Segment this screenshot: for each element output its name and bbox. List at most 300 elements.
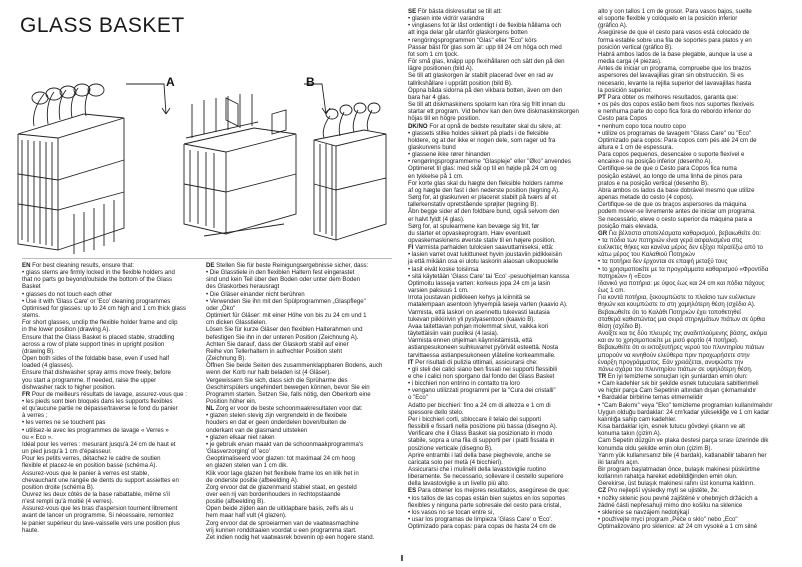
line-text: Open both sides of the foldable base, even if used half — [22, 355, 170, 363]
line-text: • utilize os programas de lavagem "Glass Care" ou "Eco" — [598, 129, 752, 137]
basket-middle-drawing — [184, 94, 296, 236]
line-text: Zorg ervoor dat de glazenmand stabiel staat, en gesteld — [206, 483, 357, 491]
column-2 — [206, 262, 392, 541]
text-line — [206, 362, 392, 369]
text-line — [22, 319, 202, 326]
line-text: Öffnen Sie beide Seiten des zusammenklappbaren Bodens, auch — [206, 362, 383, 370]
line-text: Aprire entrambi i lati della base pieghevole, anche se — [408, 451, 551, 459]
text-line — [598, 380, 792, 387]
language-code: FR — [22, 390, 31, 398]
line-text: positie (afbeelding B). — [206, 498, 265, 506]
text-line — [408, 473, 594, 480]
line-text: Ouvrez les deux côtés de la base rabattable, même s'il — [22, 491, 170, 498]
text-line — [408, 80, 594, 87]
text-line — [206, 391, 392, 398]
line-text: Per i bicchieri corti, sbloccare il telaio dei supporti — [408, 415, 542, 423]
text-line — [22, 291, 202, 298]
line-text: Öppna båda sidorna på den vikbara botten, även om den — [408, 86, 563, 94]
line-text: Adatto per bicchieri: fino a 24 cm di altezza e 1 cm di — [408, 401, 551, 409]
text-line — [206, 484, 392, 491]
line-text: Per risultati di pulizia ottimali, assicurarsi che: — [415, 358, 538, 366]
language-code: GR — [598, 229, 608, 237]
text-line — [408, 280, 594, 287]
line-text: For best cleaning results, ensure that: — [32, 262, 135, 269]
text-line — [408, 237, 594, 244]
line-text: För små glas, knäpp upp flexihållaren och sätt den på den — [408, 58, 565, 66]
language-code: SE — [408, 8, 417, 15]
text-line — [22, 348, 202, 355]
text-line — [598, 51, 792, 58]
line-text: • los tallos de las copas están bien sujetos en los soportes — [408, 494, 566, 502]
text-line — [408, 58, 594, 65]
line-text: du starter et opvaskeprogram. Hæv eventuelt — [408, 229, 531, 237]
line-text: Zorg ervoor dat de sproeiarmen van de vaatwasmachine — [206, 519, 359, 527]
text-line — [206, 276, 392, 283]
line-text: necesario, levante la rejilla superior del lavavajillas hasta — [598, 79, 752, 87]
line-text: μπορούν να κινηθούν ελεύθερα πριν προχωρήσετε στην — [598, 351, 750, 359]
text-line — [206, 520, 392, 527]
line-text: fot som 1 cm tjock. — [408, 50, 459, 58]
text-line — [206, 269, 392, 276]
section-nl — [206, 405, 392, 541]
text-line — [598, 123, 792, 130]
line-text: in the lower position (drawing A). — [22, 326, 111, 334]
line-text: • vinglasens fot är låst ordentligt i de flexibla hållarna och — [408, 22, 562, 30]
line-text: Optimizado para copos: Para copos com pés até 24 cm de — [598, 136, 757, 144]
line-text: ευέλικτες θήκες και κανένα μέρος δεν εξέχει πέρα/έξω από το — [598, 244, 763, 252]
line-text: For short glasses, unclip the flexible holder frame and clip — [22, 319, 178, 327]
text-line — [598, 237, 792, 244]
line-text: • gli steli dei calici siano ben fissati nei supporti flessibili — [408, 365, 558, 373]
line-text: • glassene ikke rører hinanden — [408, 151, 491, 159]
text-line — [598, 330, 792, 337]
line-text: er halvt fyldt (4 glas). — [408, 215, 465, 223]
text-line — [598, 437, 792, 444]
line-text: Ensure that dishwasher spray arms move freely, before — [22, 369, 171, 377]
text-line — [408, 430, 594, 437]
text-line — [598, 29, 792, 36]
text-line — [598, 87, 792, 94]
language-code: DE — [206, 262, 215, 269]
text-line — [206, 427, 392, 434]
text-line — [206, 462, 392, 469]
line-text: • το χρησιμοποιείτε με τα προγράμματα καθαρισμού «Φροντίδα — [598, 265, 769, 273]
line-text: και αν το χρησιμοποιείτε με μισό φορτίο (4 ποτήρια). — [598, 337, 739, 345]
text-line — [598, 244, 792, 251]
section-es — [408, 487, 594, 530]
text-line — [206, 398, 392, 405]
line-text: • glass stems are firmly locked in the flexible holders and — [22, 269, 175, 277]
line-text: σταθερά καθιστώντας μια σειρά στηριγμάτων πιάτων σε όρθια — [598, 315, 766, 323]
text-line — [22, 434, 202, 441]
text-line — [598, 402, 792, 409]
text-line — [598, 416, 792, 423]
text-line — [408, 101, 594, 108]
line-text: Open beide zijden aan de uitklapbare basis, zelfs als u — [206, 505, 354, 513]
line-text: Για κοντά ποτήρια, ξεκουμπώστε το πλαίσιο των ευέλικτων — [598, 294, 756, 302]
line-text: Lösen Sie für kurze Gläser den flexiblen Halterahmen und — [206, 326, 363, 334]
line-text: en glazen stelen van 1 cm dik. — [206, 462, 288, 470]
line-text: des Glaskorbes herausragt — [206, 283, 280, 291]
section-it — [408, 359, 594, 488]
page-title: GLASS BASKET — [20, 14, 185, 37]
line-text: • nožky sklenic jsou pevně zajištěné v ohebných držácích a — [598, 494, 758, 502]
language-code: ES — [408, 487, 417, 495]
text-line — [598, 480, 792, 487]
line-text: Position höher ein. — [206, 397, 257, 405]
text-line — [598, 223, 792, 230]
text-line — [598, 158, 792, 165]
line-text: e nenhuma parte do copo fica fora do rebordo inferior do — [598, 108, 751, 116]
text-line — [598, 230, 792, 237]
line-text: • Use it with 'Glass Care' or 'Eco' cleaning programmes — [22, 297, 171, 305]
text-line — [598, 144, 792, 151]
text-line — [22, 441, 202, 448]
line-text: Se till att diskmaskinens spolarm kan röra sig fritt innan du — [408, 101, 566, 109]
line-text: konumda oldu şekilde emin olun (çizim B). — [598, 444, 713, 452]
line-text: n'est rempli qu'à moitié (4 verres). — [22, 498, 114, 506]
line-text: Åbn begge sider af den foldbare bund, også selvom den — [408, 208, 560, 216]
line-text: • les verres ne se touchent pas — [22, 419, 106, 427]
basket-left-drawing — [18, 84, 124, 254]
line-text: af og hægte den fast i den nederste position (tegning A). — [408, 186, 560, 194]
text-line — [408, 165, 594, 172]
line-text: (drawing B). — [22, 347, 55, 355]
line-text: Stellen Sie für beste Reinigungsergebnisse sicher, dass: — [216, 262, 369, 269]
text-line — [408, 130, 594, 137]
text-line — [598, 373, 792, 380]
text-line — [598, 301, 792, 308]
line-text: Geschirrspülers ungehindert bewegen können, bevor Sie ein — [206, 383, 370, 391]
text-line — [598, 430, 792, 437]
line-text: • lasit eivät koske toisiinsa — [408, 265, 479, 273]
text-line — [408, 151, 594, 158]
text-line — [408, 337, 594, 344]
text-line — [22, 355, 202, 362]
text-line — [408, 230, 594, 237]
line-text: Pro nejlepší výsledky mytí se ujistěte, že: — [607, 487, 719, 495]
line-text: Varmista ennen ohjelman käynnistämistä, että — [408, 337, 533, 345]
line-text: pratos e na posição vertical (desenho B). — [598, 179, 709, 187]
text-line — [408, 251, 594, 258]
text-line — [206, 384, 392, 391]
section-tr — [598, 373, 792, 488]
text-line — [22, 298, 202, 305]
line-text: flessibili e fissarli nella posizione più bassa (disegno A). — [408, 423, 558, 431]
text-line — [598, 72, 792, 79]
text-line — [206, 326, 392, 333]
text-line — [598, 101, 792, 108]
line-text: Optimizado para copas: para copas de hasta 24 cm de — [408, 523, 557, 531]
line-text: Ανοίξτε και τις δύο πλευρές της αναδιπλούμενης βάσης, ακόμα — [598, 330, 768, 338]
line-text: un pied jusqu'à 1 cm d'épaisseur. — [22, 448, 112, 456]
line-text: dishwasher rack to higher position. — [22, 383, 116, 391]
text-line — [408, 294, 594, 301]
line-text: matalempaan asentoon lyhyempiä laseja varten (kaavio A). — [408, 301, 568, 309]
text-line — [206, 298, 392, 305]
line-text: ja että mikään osa ei ulotu laskorin alaosan ulkopuolelle — [408, 258, 559, 266]
line-text: Antes de iniciar un programa, compruebe que los brazos — [598, 65, 752, 73]
text-line — [598, 173, 792, 180]
line-text: Zorg er voor de beste schoonmaakresultaten voor dat: — [215, 405, 363, 413]
line-text: haute. — [22, 526, 39, 534]
text-line — [206, 505, 392, 512]
line-text: Passar bäst för glas som är: upp till 24 cm höga och med — [408, 43, 562, 51]
section-continued — [598, 8, 792, 94]
line-text: o "Eco" — [408, 394, 428, 402]
line-text: • glasen inte vidrör varandra — [408, 15, 484, 23]
line-text: across a row of plate support tines in upright position — [22, 340, 165, 348]
text-line — [22, 412, 202, 419]
line-text: • Die Glasstiele in den flexiblen Haltern fest eingerastet — [206, 269, 355, 277]
text-line — [22, 505, 202, 512]
line-text: • glazen elkaar niet raken — [206, 433, 275, 441]
line-text: varsien paksuus 1 cm. — [408, 287, 469, 295]
text-line — [22, 512, 202, 519]
text-line — [598, 37, 792, 44]
text-line — [408, 158, 594, 165]
line-text: spessore dello stelo. — [408, 408, 464, 416]
line-text: • rengøringsprogrammerne "Glaspleje" eller "Øko" anvendes — [408, 158, 571, 166]
section-de — [206, 262, 392, 405]
text-line — [206, 312, 392, 319]
line-text: chevauchant une rangée de dents du support assiettes en — [22, 476, 179, 484]
text-line — [408, 373, 594, 380]
line-text: Varmista parhaiden tuloksien saavuttamiseksi, että: — [415, 244, 554, 252]
text-line — [598, 115, 792, 122]
text-line — [598, 366, 792, 373]
line-text: glaskurvens bund — [408, 143, 456, 151]
line-text: • sklenice se navzájem nedotýkají — [598, 508, 690, 516]
line-text: Assurez-vous que les bras d'aspersion tournent librement — [22, 505, 178, 513]
text-line — [598, 44, 792, 51]
language-code: DK/NO — [408, 122, 428, 130]
text-line — [408, 516, 594, 523]
line-text: (gráfico A). — [598, 22, 628, 30]
text-line — [22, 269, 202, 276]
line-text: Optimoitu lasseja varten: korkeus jopa 24 cm ja lasin — [408, 279, 551, 287]
line-text: täytettäisiin vain puoliksi (4 lasia). — [408, 330, 499, 338]
text-line — [408, 409, 594, 416]
text-line — [22, 398, 202, 405]
text-line — [598, 22, 792, 29]
text-line — [22, 305, 202, 312]
line-text: la posición superior. — [598, 86, 652, 94]
line-text: Optimiert für Gläser: mit einer Höhe von bis zu 24 cm und 1 — [206, 312, 367, 320]
line-text: tallerkenstativ opretstående sprøjter (tegning B). — [408, 201, 539, 209]
line-text: media carga (4 piezas). — [598, 58, 662, 66]
text-line — [408, 344, 594, 351]
text-line — [22, 391, 202, 398]
line-text: podem mover-se livremente antes de iniciar um programa. — [598, 208, 756, 216]
line-text: Ιδανικό για ποτήρια: με ύψος έως και 24 cm και πόδια πάχους — [598, 279, 765, 287]
section-pt — [598, 94, 792, 230]
line-text: sind und kein Teil über den Boden oder unter dem Boden — [206, 276, 361, 284]
line-text: houders en dat er geen onderdelen boven/buiten de — [206, 419, 347, 427]
line-text: opvaskemaskinens øverste stativ til en højere position. — [408, 237, 556, 244]
text-line — [408, 423, 594, 430]
line-text: • Cam kadehler sık bir şekilde esnek tutuculara sabitlenmeli — [598, 380, 759, 388]
line-text: à verres ; — [22, 412, 48, 420]
text-line — [408, 123, 594, 130]
text-line — [598, 80, 792, 87]
line-text: bara har 4 glas. — [408, 93, 451, 101]
text-line — [598, 180, 792, 187]
line-text: onderkant van de glasmand uitsteken — [206, 426, 308, 434]
line-text: Basket — [22, 283, 41, 291]
text-line — [408, 44, 594, 51]
text-line — [22, 491, 202, 498]
text-line — [598, 487, 792, 494]
text-line — [408, 144, 594, 151]
line-text: loaded (4 glasses). — [22, 362, 74, 370]
line-text: Abra ambos os lados da base dobrável mesmo que utilize — [598, 186, 755, 194]
line-text: • vengano utilizzati programmi per la "Cura dei cristalli" — [408, 387, 556, 395]
line-text: En iyi temizleme sonuçları için şunlardan emin olun: — [607, 372, 748, 380]
line-text: stems. — [22, 312, 40, 320]
text-line — [598, 387, 792, 394]
text-line — [408, 502, 594, 509]
text-line — [22, 369, 202, 376]
line-text: έναρξη προγράμματος. Εάν χρειάζεται, ανυψώστε την — [598, 358, 744, 366]
text-line — [598, 344, 792, 351]
line-text: en tykkelse på 1 cm. — [408, 172, 464, 180]
line-text: encaixe-o na posição inferior (desenho A). — [598, 158, 713, 166]
text-line — [408, 437, 594, 444]
line-text: de onderste positie (afbeelding A). — [206, 476, 299, 484]
line-text: Para obter os melhores resultados, garanta que: — [607, 93, 739, 101]
text-line — [408, 137, 594, 144]
line-text: Para obtener los mejores resultados, asegúrese de que: — [417, 487, 570, 495]
text-line — [408, 194, 594, 201]
section-fr — [22, 391, 202, 534]
text-line — [22, 276, 202, 283]
line-text: hem maar half vult (4 glazen). — [206, 512, 287, 520]
text-line — [408, 115, 594, 122]
line-text: • Bardaklar birbirine temas etmemelidir — [598, 394, 703, 402]
text-line — [408, 466, 594, 473]
text-line — [408, 445, 594, 452]
line-text: that no parts go beyond/outside the bottom of the Glass — [22, 276, 173, 284]
language-code: PT — [598, 93, 606, 101]
text-line — [206, 305, 392, 312]
text-line — [598, 165, 792, 172]
text-line — [408, 29, 594, 36]
line-text: Vergewissern Sie sich, dass sich die Sprüharme des — [206, 376, 348, 384]
text-line — [598, 137, 792, 144]
line-text: Bir program başlatmadan önce, bulaşık makinesi püskürtme — [598, 466, 760, 473]
text-line — [22, 484, 202, 491]
line-text: avant de lancer un programme. Si nécessaire, remontez — [22, 512, 174, 520]
line-text: Habrá ambos lados de la base plegable, aunque la use a — [598, 50, 753, 58]
text-line — [206, 355, 392, 362]
text-line — [206, 527, 392, 534]
line-text: • τα ποτήρια δεν έρχονται σε επαφή μεταξύ τους — [598, 258, 728, 266]
line-text: • utilisez-le avec les programmes de lavage « Verres » — [22, 426, 169, 434]
line-text: over een rij van bordenhouders in rechtopstaande — [206, 491, 341, 498]
line-text: tukevan piikkirivin yli pystyasentoon (kaavio B). — [408, 315, 536, 323]
text-line — [408, 416, 594, 423]
line-text: flexible et placez-le en position basse (schéma A). — [22, 462, 158, 470]
line-text: • glassets stilke holdes sikkert på plads i de fleksible — [408, 129, 549, 137]
text-line — [22, 419, 202, 426]
text-line — [598, 294, 792, 301]
text-line — [598, 201, 792, 208]
line-text: Βεβαιωθείτε ότι οι εκτοξευτήρες νερού του πλυντηρίου πιάτων — [598, 344, 765, 352]
text-line — [408, 459, 594, 466]
basket-right-drawing — [314, 103, 386, 240]
line-text: tarvittaessa astianpesukoneen yläteline korkeammalle. — [408, 351, 556, 359]
text-line — [598, 94, 792, 101]
line-text: • nenhum copo toca noutro copo — [598, 122, 686, 130]
text-line — [598, 352, 792, 359]
text-line — [598, 258, 792, 265]
line-text: wenn der Korb nur halb beladen ist (4 Gläser). — [206, 369, 331, 377]
line-text: Cesto para Copos — [598, 115, 648, 123]
text-line — [598, 280, 792, 287]
text-line — [408, 180, 594, 187]
line-text: έως 1 cm. — [598, 287, 626, 295]
text-line — [598, 15, 792, 22]
text-line — [22, 520, 202, 527]
text-line — [598, 502, 792, 509]
line-text: • je gebruik ervan maakt van de schoonmaakprogramma's — [206, 440, 364, 448]
text-line — [408, 316, 594, 323]
line-text: Optimalizováno pro sklenice: až 24 cm vysoké a 1 cm silné — [598, 523, 758, 531]
line-text: • i bicchieri non entrino in contatto tra loro — [408, 380, 520, 388]
line-text: kalınlığa sahip cam kadehler. — [598, 415, 677, 423]
text-line — [408, 495, 594, 502]
text-line — [408, 108, 594, 115]
line-text: 'Glasverzorging' of 'eco' — [206, 448, 270, 456]
language-code: FI — [408, 244, 414, 252]
line-text: • usar los programas de limpieza 'Glass Care' o 'Eco'. — [408, 516, 553, 524]
text-line — [206, 334, 392, 341]
column-4 — [598, 8, 792, 530]
line-text: κάτω μέρος του Καλαθιού Ποτηριών — [598, 251, 695, 259]
text-line — [408, 15, 594, 22]
divider-top — [22, 258, 392, 259]
line-text: žádné části nepřesahují mimo dno košíku na sklenice — [598, 501, 743, 509]
text-line — [598, 309, 792, 316]
line-text: För bästa diskresultat se till att: — [417, 8, 502, 15]
line-text: Achten Sie darauf, dass der Glaskorb stabil auf einer — [206, 340, 349, 348]
line-text: Pour de meilleurs résultats de lavage, assurez-vous que : — [31, 390, 187, 398]
text-line — [598, 194, 792, 201]
text-line — [206, 455, 392, 462]
line-text: Certifique-se de que o Cesto para Copos fica numa — [598, 165, 737, 173]
text-line — [598, 445, 792, 452]
line-text: Assicurarsi che i mulinelli della lavastoviglie ruotino — [408, 466, 546, 473]
text-line — [206, 412, 392, 419]
line-text: Irrota joustavan pidikkeen kehys ja kiinnitä se — [408, 294, 531, 302]
text-line — [22, 283, 202, 290]
line-text: θηκών και κουμπώστε το στη χαμηλότερη θέση (σχέδιο Α). — [598, 301, 756, 309]
line-text: befestigen Sie ihn in der unteren Position (Zeichnung A). — [206, 333, 359, 341]
text-line — [598, 423, 792, 430]
line-text: el soporte flexible y colóquelo en la posición inferior — [598, 15, 738, 23]
line-text: apenas metade do cesto (4 copos). — [598, 194, 694, 202]
text-line — [408, 8, 594, 15]
line-text: liberamente. Se necessario, sollevare il cestello superiore — [408, 473, 564, 481]
text-line — [408, 523, 594, 530]
text-line — [598, 273, 792, 280]
text-line — [408, 287, 594, 294]
line-text: posição mais elevada. — [598, 222, 659, 230]
text-line — [22, 341, 202, 348]
text-line — [408, 273, 594, 280]
line-text: θέση (σχέδιο Β). — [598, 322, 643, 330]
